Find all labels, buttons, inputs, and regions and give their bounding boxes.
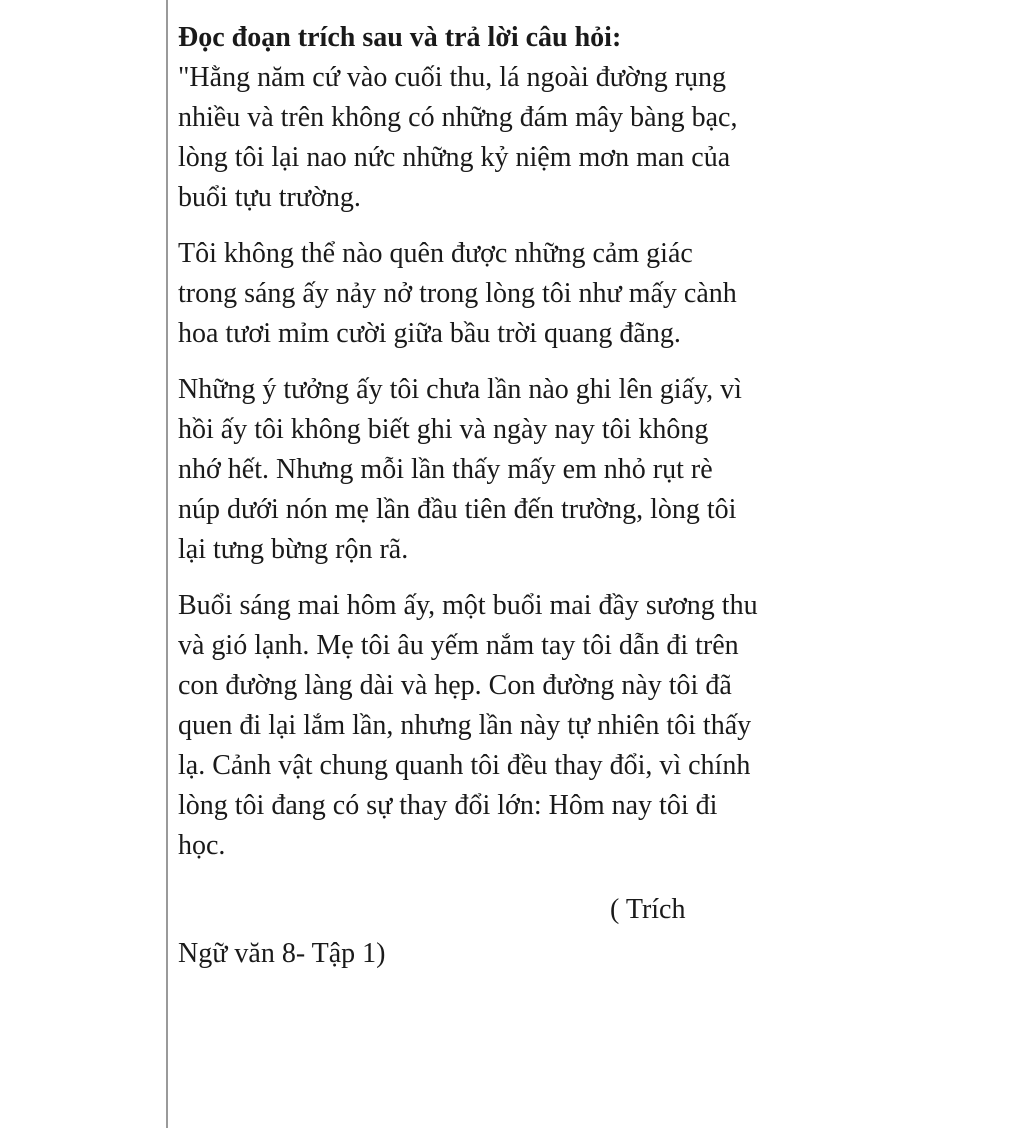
paragraph-4: Buổi sáng mai hôm ấy, một buổi mai đầy sương thu và gió lạnh. Mẹ tôi âu yếm nắm tay tôi dẫn đi trên con đường làng dài và hẹp. Con đường này tôi đã quen đi lại lắm lần, nhưng lần này tự nhiên tôi thấy lạ. Cảnh vật chung quanh tôi đều thay đổi, vì chính lòng tôi đang có sự thay đổi lớn: Hôm nay tôi đi học. [178,590,758,861]
paragraph-3: Những ý tưởng ấy tôi chưa lần nào ghi lên giấy, vì hồi ấy tôi không biết ghi và ngày nay tôi không nhớ hết. Nhưng mỗi lần thấy mấy em nhỏ rụt rè núp dưới nón mẹ lần đầu tiên đến trường, lòng tôi lại tưng bừng rộn rã. [178,374,742,565]
excerpt-content [178,18,758,974]
source-citation-start: ( Trích [610,894,686,925]
source-citation-end: Ngữ văn 8- Tập 1) [178,938,386,969]
left-margin-rule [166,0,168,1128]
paragraph-1: "Hằng năm cứ vào cuối thu, lá ngoài đường rụng nhiều và trên không có những đám mây bàng bạc, lòng tôi lại nao nức những kỷ niệm mơn man của buổi tựu trường. [178,62,738,213]
paragraph-2: Tôi không thể nào quên được những cảm giác trong sáng ấy nảy nở trong lòng tôi như mấy cành hoa tươi mỉm cười giữa bầu trời quang đãng. [178,238,737,349]
excerpt-body [178,58,758,866]
question-heading: Đọc đoạn trích sau và trả lời câu hỏi: [178,22,622,53]
